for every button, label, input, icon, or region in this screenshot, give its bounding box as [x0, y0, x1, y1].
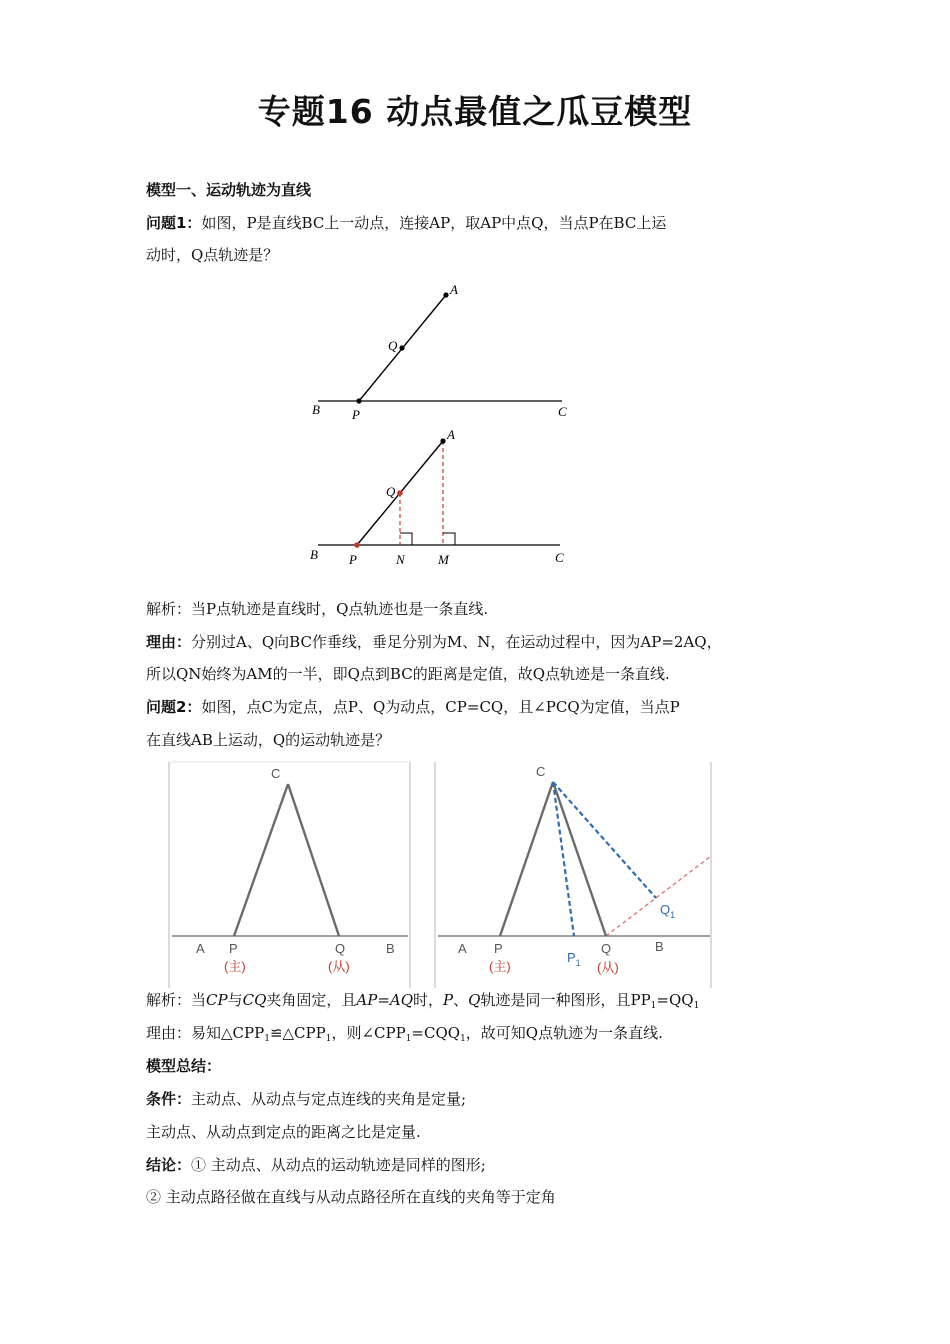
- label-follower: (从): [597, 960, 619, 975]
- label-q: Q: [388, 338, 398, 353]
- figure-1: [300, 278, 590, 428]
- label-q: Q: [601, 941, 612, 956]
- locus-line-q: [606, 856, 711, 936]
- page-title: 专题16 动点最值之瓜豆模型: [257, 92, 693, 131]
- condition-label: 条件：: [146, 1090, 192, 1108]
- analysis-2-line-1: 解析：当CP与CQ夹角固定，且AP=AQ时，P、Q轨迹是同一种图形，且$PP_1=QQ_1$: [146, 991, 700, 1011]
- label-b: B: [310, 547, 318, 562]
- label-c: C: [271, 766, 281, 781]
- label-c: C: [555, 550, 564, 565]
- analysis-1-line-2: [146, 632, 722, 652]
- segment-cq: [288, 784, 339, 936]
- label-p1: $P_1$: [567, 950, 581, 968]
- conclusion-label: 结论：: [146, 1156, 192, 1174]
- label-b: B: [655, 939, 664, 954]
- question-2-line-2: 在直线AB上运动，Q的运动轨迹是？: [146, 731, 391, 749]
- analysis-2-line-2: 理由：易知$\triangle CPP_1≌\triangle CPP_1$，则$\angle CPP_1=CQQ_1$，故可知Q点轨迹为一条直线.: [146, 1024, 663, 1044]
- condition-line-2: 主动点、从动点到定点的距离之比是定量.: [146, 1123, 421, 1141]
- condition-line-1: 条件：主动点、从动点与定点连线的夹角是定量;: [146, 1090, 467, 1108]
- point-p: [356, 398, 361, 403]
- label-a: A: [450, 282, 458, 297]
- question-1-text: 如图，P是直线BC上一动点，连接AP，取AP中点Q，当点P在BC上运: [201, 214, 667, 232]
- label-q: Q: [335, 941, 346, 956]
- point-a: [440, 438, 445, 443]
- point-a: [443, 292, 448, 297]
- section-heading: 模型一、运动轨迹为直线: [146, 181, 312, 199]
- figure-3: [168, 760, 412, 990]
- label-c: C: [536, 764, 546, 779]
- conclusion-line-1: 结论：① 主动点、从动点的运动轨迹是同样的图形;: [146, 1156, 486, 1174]
- segment-cp: [234, 784, 288, 936]
- label-master: (主): [224, 959, 246, 974]
- question-2-label: 问题2：: [146, 698, 202, 716]
- label-p: P: [349, 552, 357, 567]
- figure-4: [434, 760, 714, 990]
- reason-label: 理由：: [146, 633, 192, 651]
- summary-heading: 模型总结：: [146, 1057, 222, 1075]
- point-q: [399, 345, 404, 350]
- point-q: [397, 490, 403, 496]
- label-b: B: [312, 402, 320, 417]
- label-q: Q: [386, 484, 396, 499]
- reason-text: 分别过A、Q向BC作垂线，垂足分别为M、N，在运动过程中，因为AP=2AQ，: [191, 633, 722, 651]
- conclusion-line-2: ② 主动点路径做在直线与从动点路径所在直线的夹角等于定角: [146, 1188, 556, 1206]
- label-a: A: [458, 941, 467, 956]
- label-follower: (从): [328, 959, 350, 974]
- segment-cp1: [553, 782, 574, 936]
- segment-cq1: [553, 782, 656, 898]
- question-1-line-2: 动时，Q点轨迹是？: [146, 246, 279, 264]
- analysis-1-line-1: 解析：当P点轨迹是直线时，Q点轨迹也是一条直线.: [146, 600, 489, 618]
- right-angle-m: [443, 533, 455, 545]
- label-m: M: [438, 552, 449, 567]
- question-2-text: 如图，点C为定点，点P、Q为动点，CP=CQ，且∠PCQ为定值，当点P: [201, 698, 680, 716]
- point-p: [354, 542, 360, 548]
- label-a: A: [447, 427, 455, 442]
- right-angle-n: [400, 533, 412, 545]
- segment-cp: [500, 782, 553, 936]
- label-p: P: [352, 407, 360, 422]
- label-q1: $Q_1$: [660, 902, 676, 920]
- label-master: (主): [489, 959, 511, 974]
- segment-cq: [553, 782, 606, 936]
- question-1-label: 问题1：: [146, 214, 202, 232]
- label-a: A: [196, 941, 205, 956]
- label-p: P: [494, 941, 503, 956]
- figure-2: [300, 425, 590, 575]
- label-c: C: [558, 404, 567, 419]
- label-b: B: [386, 941, 395, 956]
- question-2-line-1: [146, 697, 680, 717]
- analysis-1-line-3: 所以QN始终为AM的一半，即Q点到BC的距离是定值，故Q点轨迹是一条直线.: [146, 665, 670, 683]
- label-n: N: [396, 552, 405, 567]
- question-1-line-1: [146, 213, 666, 233]
- label-p: P: [229, 941, 238, 956]
